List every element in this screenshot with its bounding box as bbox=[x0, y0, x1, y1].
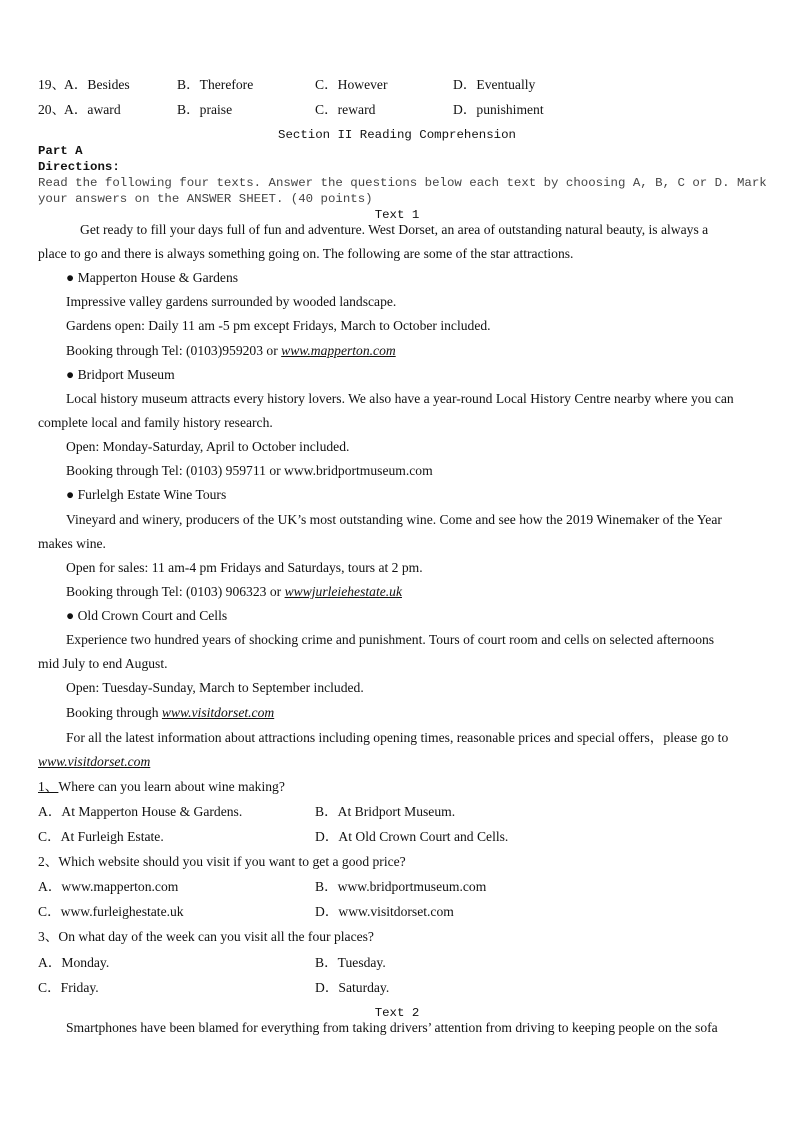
text1-title: Text 1 bbox=[374, 208, 420, 222]
oldcrown-open: Open: Tuesday-Sunday, March to September included. bbox=[66, 680, 364, 695]
mapperton-open: Gardens open: Daily 11 am -5 pm except Fridays, March to October included. bbox=[66, 318, 491, 333]
oldcrown-desc-line-1: Experience two hundred years of shocking crime and punishment. Tours of court room and cells on selected afternoons bbox=[66, 632, 715, 647]
visitdorset-link[interactable]: www.visitdorset.com bbox=[38, 754, 151, 769]
question-number: 1、 bbox=[38, 779, 59, 794]
question-text: Where can you learn about wine making? bbox=[58, 779, 285, 794]
booking-text: Booking through Tel: (0103)959203 or bbox=[66, 343, 282, 358]
mapperton-desc: Impressive valley gardens surrounded by wooded landscape. bbox=[66, 294, 397, 309]
option-a: A．Monday. bbox=[38, 955, 110, 970]
directions-line-2: your answers on the ANSWER SHEET. (40 points) bbox=[38, 192, 373, 206]
option-c: C．reward bbox=[315, 102, 376, 117]
furleigh-heading: ● Furlelgh Estate Wine Tours bbox=[66, 487, 227, 502]
option-c: C．At Furleigh Estate. bbox=[38, 829, 164, 844]
option-b: B．Therefore bbox=[177, 77, 254, 92]
bridport-heading: ● Bridport Museum bbox=[66, 367, 175, 382]
text1-intro-line-2: place to go and there is always something going on. The following are some of the star attractions. bbox=[38, 246, 574, 261]
option-c: C．www.furleighestate.uk bbox=[38, 904, 184, 919]
option-a: A．Besides bbox=[64, 77, 130, 92]
option-b: B．www.bridportmuseum.com bbox=[315, 879, 487, 894]
text1-footer-line-2 bbox=[38, 754, 150, 770]
question-text: Which website should you visit if you want to get a good price? bbox=[58, 854, 406, 869]
mapperton-booking bbox=[66, 343, 396, 359]
directions-line-1: Read the following four texts. Answer the questions below each text by choosing A, B, C or D. Mark bbox=[38, 176, 767, 190]
option-a: A．award bbox=[64, 102, 121, 117]
question-text: On what day of the week can you visit all the four places? bbox=[58, 929, 374, 944]
directions-label: Directions: bbox=[38, 160, 120, 174]
booking-text: Booking through Tel: (0103) 906323 or bbox=[66, 584, 285, 599]
option-d: D．punishiment bbox=[453, 102, 544, 117]
oldcrown-heading: ● Old Crown Court and Cells bbox=[66, 608, 228, 623]
option-c: C．Friday. bbox=[38, 980, 99, 995]
option-d: D．Saturday. bbox=[315, 980, 390, 995]
question-number: 3、 bbox=[38, 929, 59, 944]
option-d: D．At Old Crown Court and Cells. bbox=[315, 829, 509, 844]
furleigh-link[interactable]: wwwjurleiehestate.uk bbox=[284, 584, 402, 599]
question-number: 20、 bbox=[38, 102, 66, 117]
bridport-open: Open: Monday-Saturday, April to October included. bbox=[66, 439, 350, 454]
oldcrown-booking bbox=[66, 705, 274, 721]
furleigh-desc-line-2: makes wine. bbox=[38, 536, 106, 551]
question-stem bbox=[38, 854, 406, 870]
option-a: A．At Mapperton House & Gardens. bbox=[38, 804, 243, 819]
mapperton-link[interactable]: www.mapperton.com bbox=[281, 343, 396, 358]
section-title: Section II Reading Comprehension bbox=[278, 128, 516, 142]
bridport-desc-line-2: complete local and family history research. bbox=[38, 415, 273, 430]
option-b: B．praise bbox=[177, 102, 233, 117]
option-c: C．However bbox=[315, 77, 388, 92]
text2-line-1: Smartphones have been blamed for everything from taking drivers’ attention from driving to keeping people on the sofa bbox=[66, 1020, 718, 1035]
question-number: 2、 bbox=[38, 854, 59, 869]
question-stem bbox=[38, 779, 285, 795]
furleigh-booking bbox=[66, 584, 402, 600]
booking-text: Booking through bbox=[66, 705, 162, 720]
bridport-booking: Booking through Tel: (0103) 959711 or www.bridportmuseum.com bbox=[66, 463, 433, 478]
furleigh-desc-line-1: Vineyard and winery, producers of the UK’s most outstanding wine. Come and see how the 2019 Winemaker of the Year bbox=[66, 512, 722, 527]
oldcrown-desc-line-2: mid July to end August. bbox=[38, 656, 168, 671]
question-number: 19、 bbox=[38, 77, 66, 92]
option-d: D．www.visitdorset.com bbox=[315, 904, 454, 919]
option-d: D．Eventually bbox=[453, 77, 536, 92]
option-a: A．www.mapperton.com bbox=[38, 879, 179, 894]
question-stem bbox=[38, 929, 374, 945]
option-b: B．Tuesday. bbox=[315, 955, 386, 970]
part-label: Part A bbox=[38, 144, 83, 158]
oldcrown-link[interactable]: www.visitdorset.com bbox=[161, 705, 275, 720]
text2-title: Text 2 bbox=[374, 1006, 420, 1020]
text1-intro-line-1: Get ready to fill your days full of fun and adventure. West Dorset, an area of outstanding natural beauty, is always a bbox=[80, 222, 709, 237]
text1-footer-line-1: For all the latest information about attractions including opening times, reasonable prices and special offers，please go to bbox=[66, 730, 729, 745]
option-b: B．At Bridport Museum. bbox=[315, 804, 456, 819]
bridport-desc-line-1: Local history museum attracts every history lovers. We also have a year-round Local History Centre nearby where you can bbox=[66, 391, 734, 406]
mapperton-heading: ● Mapperton House & Gardens bbox=[66, 270, 239, 285]
furleigh-open: Open for sales: 11 am-4 pm Fridays and Saturdays, tours at 2 pm. bbox=[66, 560, 423, 575]
